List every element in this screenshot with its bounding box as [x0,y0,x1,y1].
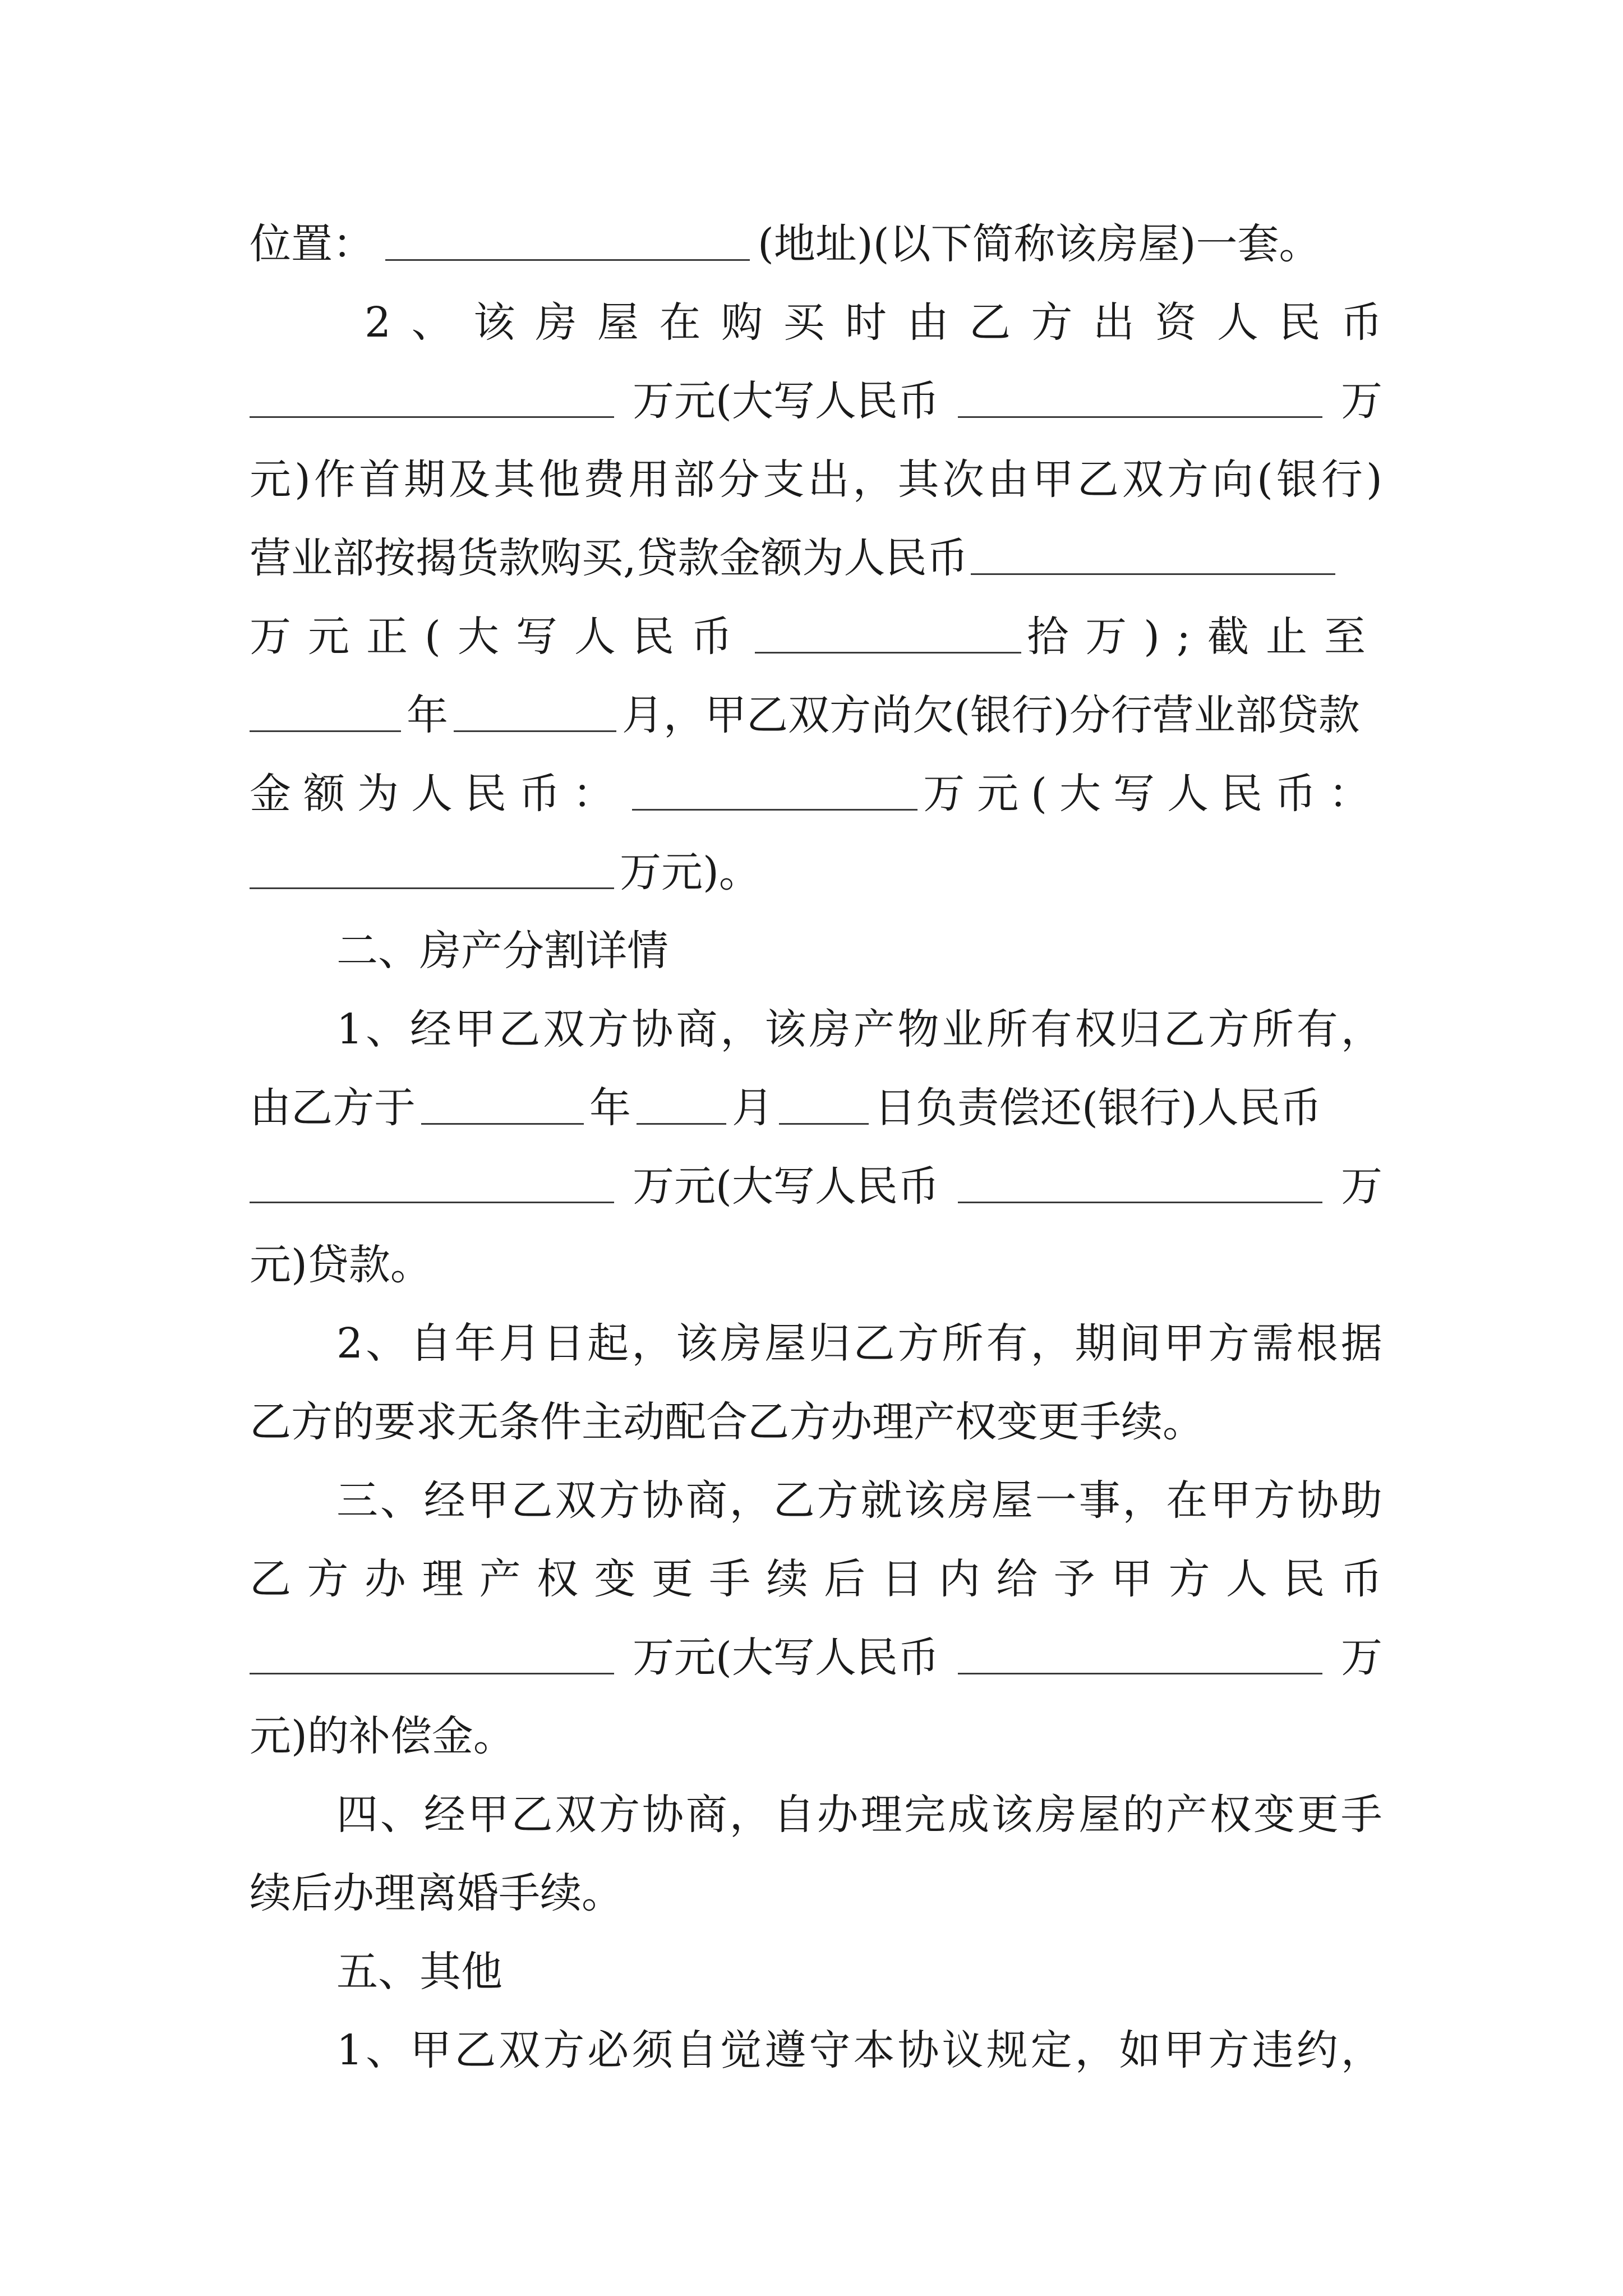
glyph: 自 [773,1791,815,1839]
glyph: 更 [651,1555,693,1603]
line-text: 万 [1340,377,1382,425]
glyph: 给 [996,1555,1038,1603]
fill-blank [385,257,750,261]
glyph: 甲 [467,1476,509,1525]
glyph: 办 [817,1791,859,1839]
glyph: 资 [1155,298,1197,347]
glyph: 规 [986,2026,1028,2074]
glyph: 协 [1297,1476,1339,1525]
text-line [250,760,1382,827]
glyph: 产 [479,1555,521,1603]
text-line [250,524,1382,592]
glyph: 方 [307,1555,349,1603]
line-text: 金额为人民币： [250,770,626,818]
glyph: 出 [1092,298,1135,347]
glyph: ) [294,455,311,504]
glyph: 有 [986,1319,1028,1368]
glyph: 乙 [250,1555,291,1603]
glyph: 该 [991,1791,1033,1839]
glyph: 遵 [764,2026,806,2074]
glyph: 就 [860,1476,902,1525]
glyph: 及 [449,455,491,504]
text-line [250,1153,1382,1220]
glyph: 房 [720,1319,762,1368]
fill-blank [779,1121,869,1125]
glyph: 双 [499,2026,541,2074]
glyph: ， [1340,2026,1382,2074]
text-line [250,1624,1382,1691]
glyph: 乙 [1163,1005,1205,1053]
text-line [250,839,1382,906]
glyph: 如 [1119,2026,1161,2074]
glyph: 其 [494,455,536,504]
glyph: 需 [1252,1319,1294,1368]
glyph: 协 [897,2026,939,2074]
glyph: 1 [336,2026,363,2074]
text-line-justified [250,1545,1382,1613]
glyph: 甲 [1210,1476,1252,1525]
glyph: 、 [366,2026,408,2074]
glyph: 所 [942,1319,984,1368]
glyph: 方 [598,1791,640,1839]
glyph: 由 [907,298,949,347]
glyph: 方 [1168,1555,1210,1603]
glyph: 守 [809,2026,851,2074]
line-text: 万元(大写人民币 [633,377,939,425]
glyph: 方 [897,1319,939,1368]
glyph: 方 [598,1476,640,1525]
glyph: 该 [904,1476,946,1525]
glyph: 方 [1253,1476,1295,1525]
text-line-justified [336,1781,1382,1848]
text-line-justified [365,289,1382,356]
glyph: 须 [631,2026,674,2074]
fill-blank [250,728,401,732]
glyph: 部 [673,455,715,504]
glyph: ， [631,1319,674,1368]
glyph: 月 [499,1319,541,1368]
glyph: 续 [766,1555,808,1603]
glyph: 日 [881,1555,923,1603]
glyph: 2 [336,1319,363,1368]
glyph: 方 [1031,298,1073,347]
glyph: 乙 [853,1319,895,1368]
glyph: 双 [555,1476,597,1525]
fill-blank [958,1199,1322,1203]
fill-blank [250,1671,614,1674]
glyph: 助 [1340,1476,1382,1525]
glyph: 间 [1119,1319,1161,1368]
glyph: 银 [1276,455,1318,504]
glyph: 乙 [454,2026,496,2074]
glyph: 民 [1279,298,1321,347]
glyph: 房 [1035,1791,1077,1839]
glyph: 办 [364,1555,406,1603]
glyph: 商 [685,1791,727,1839]
glyph: 乙 [511,1476,553,1525]
glyph: 完 [904,1791,946,1839]
glyph: 经 [410,1005,452,1053]
line-text: 由乙方于 [250,1084,416,1132]
fill-blank [958,414,1322,418]
fill-blank [250,885,614,889]
glyph: 自 [410,1319,452,1368]
glyph: 双 [555,1791,597,1839]
glyph: 房 [948,1476,990,1525]
glyph: 用 [628,455,670,504]
glyph: 、 [411,298,453,347]
glyph: ) [1366,455,1382,504]
glyph: 乙 [773,1476,815,1525]
glyph: ， [852,455,895,504]
glyph: 方 [587,1005,629,1053]
glyph: 该 [764,1005,806,1053]
glyph: 该 [676,1319,718,1368]
line-text: 万元)。 [620,848,760,896]
line-text: 营业部按揭货款购买,贷款金额为人民币 [250,534,969,582]
glyph: ， [1030,1319,1072,1368]
glyph: 变 [594,1555,636,1603]
fill-blank [971,571,1335,575]
glyph: 起 [587,1319,629,1368]
text-line-justified [336,1310,1382,1377]
glyph: 他 [538,455,580,504]
glyph: 据 [1340,1319,1382,1368]
glyph: ， [720,1005,762,1053]
text-line: 乙方的要求无条件主动配合乙方办理产权变更手续。 [250,1398,1204,1446]
glyph: 分 [718,455,760,504]
glyph: 由 [987,455,1029,504]
line-text: 万元正(大写人民币 [250,613,749,661]
glyph: 商 [676,1005,718,1053]
glyph: 甲 [1111,1555,1153,1603]
glyph: ， [1075,2026,1117,2074]
glyph: 币 [1340,298,1382,347]
glyph: 成 [948,1791,990,1839]
glyph: 产 [853,1005,895,1053]
text-line-justified [336,1467,1382,1534]
glyph: 商 [685,1476,727,1525]
text-line-justified [336,2017,1382,2084]
glyph: 、 [380,1791,422,1839]
glyph: 买 [783,298,825,347]
glyph: 在 [659,298,701,347]
glyph: 业 [942,1005,984,1053]
glyph: 时 [845,298,887,347]
glyph: ( [1256,455,1273,504]
glyph: 有 [1030,1005,1072,1053]
fill-blank [958,1671,1322,1674]
line-text: 万元(大写人民币： [923,770,1382,818]
glyph: 甲 [1163,2026,1205,2074]
glyph: 、 [366,1319,408,1368]
glyph: 权 [1075,1005,1117,1053]
section-heading: 五、其他 [336,1948,502,1996]
glyph: 人 [1225,1555,1267,1603]
fill-blank [454,728,616,732]
glyph: 1 [336,1005,363,1053]
glyph: 屋 [1078,1791,1121,1839]
glyph: 房 [809,1005,851,1053]
glyph: 双 [1122,455,1164,504]
glyph: 予 [1053,1555,1095,1603]
glyph: 协 [642,1476,684,1525]
glyph: 产 [1166,1791,1208,1839]
glyph: 所 [1252,1005,1294,1053]
glyph: 方 [543,2026,585,2074]
glyph: 双 [543,1005,585,1053]
glyph: 权 [1210,1791,1252,1839]
glyph: 手 [1340,1791,1382,1839]
glyph: 手 [709,1555,751,1603]
glyph: 觉 [720,2026,762,2074]
glyph: 其 [897,455,939,504]
text-line [250,210,1382,278]
glyph: 币 [1340,1555,1382,1603]
glyph: 方 [817,1476,859,1525]
glyph: 理 [422,1555,464,1603]
glyph: 甲 [454,1005,496,1053]
glyph: 行 [1321,455,1363,504]
glyph: 人 [1216,298,1258,347]
glyph: 购 [721,298,763,347]
line-text: 年 [407,691,448,739]
glyph: 自 [676,2026,718,2074]
text-line [250,603,1382,670]
glyph: 甲 [1032,455,1074,504]
glyph: 违 [1252,2026,1294,2074]
glyph: 的 [1122,1791,1164,1839]
text-line: 元)的补偿金。 [250,1712,515,1760]
glyph: 乙 [1077,455,1119,504]
glyph: 首 [359,455,401,504]
glyph: 方 [1207,1319,1249,1368]
fill-blank [632,807,917,811]
glyph: 权 [537,1555,579,1603]
glyph: 后 [824,1555,866,1603]
text-line-justified [336,996,1382,1063]
glyph: 所 [986,1005,1028,1053]
glyph: 方 [1166,455,1209,504]
line-text: 年 [589,1084,631,1132]
glyph: 作 [313,455,356,504]
text-line [250,1074,1382,1142]
glyph: 甲 [467,1791,509,1839]
glyph: 约 [1296,2026,1338,2074]
glyph: 屋 [597,298,639,347]
text-line: 续后办理离婚手续。 [250,1869,623,1917]
glyph: 乙 [499,1005,541,1053]
glyph: 次 [942,455,984,504]
fill-blank [250,414,614,418]
glyph: 有 [1296,1005,1338,1053]
glyph: 协 [642,1791,684,1839]
glyph: 屋 [764,1319,806,1368]
glyph: 三 [336,1476,378,1525]
fill-blank [755,650,1021,654]
glyph: 物 [897,1005,939,1053]
line-text: 月，甲乙双方尚欠(银行)分行营业部贷款 [622,691,1360,739]
glyph: 出 [808,455,850,504]
glyph: 民 [1283,1555,1325,1603]
glyph: 本 [853,2026,895,2074]
glyph: 内 [938,1555,980,1603]
line-text: 位置： [250,220,374,268]
text-line: 元)贷款。 [250,1241,432,1289]
glyph: 2 [365,298,391,347]
glyph: 经 [423,1476,465,1525]
line-text: 月 [732,1084,773,1132]
glyph: 乙 [511,1791,553,1839]
glyph: 甲 [410,2026,452,2074]
section-heading: 二、房产分割详情 [336,927,668,975]
line-text: 万元(大写人民币 [633,1634,939,1682]
glyph: 日 [543,1319,585,1368]
glyph: 四 [336,1791,378,1839]
glyph: 、 [366,1005,408,1053]
fill-blank [637,1121,726,1125]
glyph: 经 [423,1791,465,1839]
glyph: 屋 [991,1476,1033,1525]
glyph: 方 [1207,1005,1249,1053]
text-line [250,367,1382,435]
glyph: 变 [1253,1791,1295,1839]
fill-blank [421,1121,584,1125]
glyph: 元 [250,455,291,504]
glyph: 必 [587,2026,629,2074]
glyph: 甲 [1163,1319,1205,1368]
glyph: 根 [1296,1319,1338,1368]
line-text: 万 [1340,1634,1382,1682]
glyph: 费 [583,455,625,504]
glyph: 定 [1030,2026,1072,2074]
glyph: 理 [860,1791,902,1839]
line-text: (地址)(以下简称该房屋)一套。 [758,220,1321,268]
glyph: 期 [1075,1319,1117,1368]
glyph: 年 [454,1319,496,1368]
glyph: 协 [631,1005,674,1053]
line-text: 万 [1340,1162,1382,1211]
glyph: 归 [809,1319,851,1368]
line-text: 日负责偿还(银行)人民币 [874,1084,1322,1132]
line-text: 拾万);截止至 [1027,613,1382,661]
glyph: ， [729,1791,771,1839]
glyph: 更 [1297,1791,1339,1839]
glyph: 在 [1166,1476,1208,1525]
glyph: 向 [1211,455,1253,504]
fill-blank [250,1199,614,1203]
glyph: 期 [404,455,446,504]
glyph: 房 [535,298,577,347]
glyph: 、 [380,1476,422,1525]
glyph: 该 [473,298,515,347]
glyph: ， [1340,1005,1382,1053]
glyph: 方 [1207,2026,1249,2074]
glyph: ， [1122,1476,1164,1525]
text-line [250,682,1382,749]
glyph: ， [729,1476,771,1525]
glyph: 一 [1035,1476,1077,1525]
glyph: 归 [1119,1005,1161,1053]
glyph: 支 [763,455,805,504]
text-line-justified [250,446,1382,513]
line-text: 万元(大写人民币 [633,1162,939,1211]
glyph: 议 [942,2026,984,2074]
glyph: 乙 [969,298,1011,347]
glyph: 事 [1078,1476,1121,1525]
